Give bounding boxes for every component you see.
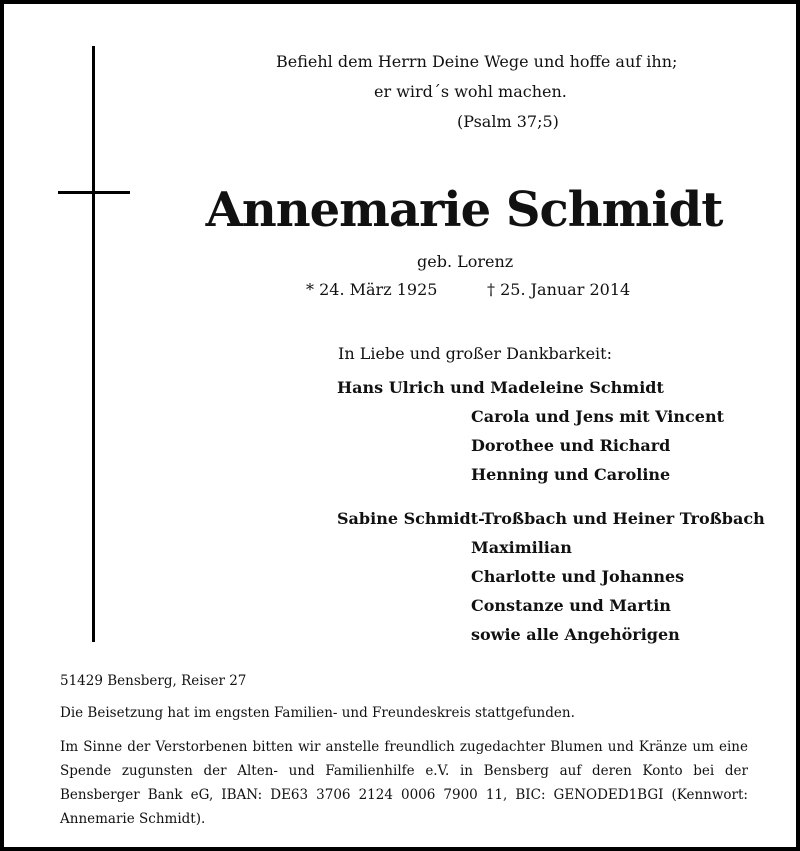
verse-reference: (Psalm 37;5) bbox=[457, 112, 559, 131]
burial-note: Die Beisetzung hat im engsten Familien- und Freundeskreis stattgefunden. bbox=[60, 705, 575, 721]
mourner-name: Charlotte und Johannes bbox=[471, 567, 685, 586]
mourner-name: Henning und Caroline bbox=[471, 465, 671, 484]
death-date: † 25. Januar 2014 bbox=[487, 280, 631, 299]
mourner-group-1-head: Hans Ulrich und Madeleine Schmidt bbox=[337, 378, 664, 397]
address: 51429 Bensberg, Reiser 27 bbox=[60, 673, 247, 689]
cross-icon bbox=[92, 46, 95, 642]
deceased-name: Annemarie Schmidt bbox=[205, 182, 723, 238]
mourner-name: Dorothee und Richard bbox=[471, 436, 671, 455]
mourner-name: Maximilian bbox=[471, 538, 572, 557]
donation-request: Im Sinne der Verstorbenen bitten wir anstelle freundlich zugedachter Blumen und Kränze um eine Spende zugunsten der Alten- und Familienhilfe e.V. in Bensberg auf deren Konto bei der Bensberger Bank eG, IBAN: DE63 3706 2124 0006 7900 11, BIC: GENODED1BGI (Kennwort: Annemarie Schmidt). bbox=[60, 739, 748, 827]
thanks-line: In Liebe und großer Dankbarkeit: bbox=[338, 344, 612, 363]
verse-line-2: er wird´s wohl machen. bbox=[374, 82, 567, 101]
verse-line-1: Befiehl dem Herrn Deine Wege und hoffe auf ihn; bbox=[276, 52, 678, 71]
birth-date: * 24. März 1925 bbox=[306, 280, 438, 299]
mourner-name: Carola und Jens mit Vincent bbox=[471, 407, 724, 426]
mourner-group-2-head: Sabine Schmidt-Troßbach und Heiner Troßbach bbox=[337, 509, 765, 528]
mourner-name: sowie alle Angehörigen bbox=[471, 625, 680, 644]
birth-name: geb. Lorenz bbox=[417, 252, 514, 271]
mourner-name: Constanze und Martin bbox=[471, 596, 671, 615]
